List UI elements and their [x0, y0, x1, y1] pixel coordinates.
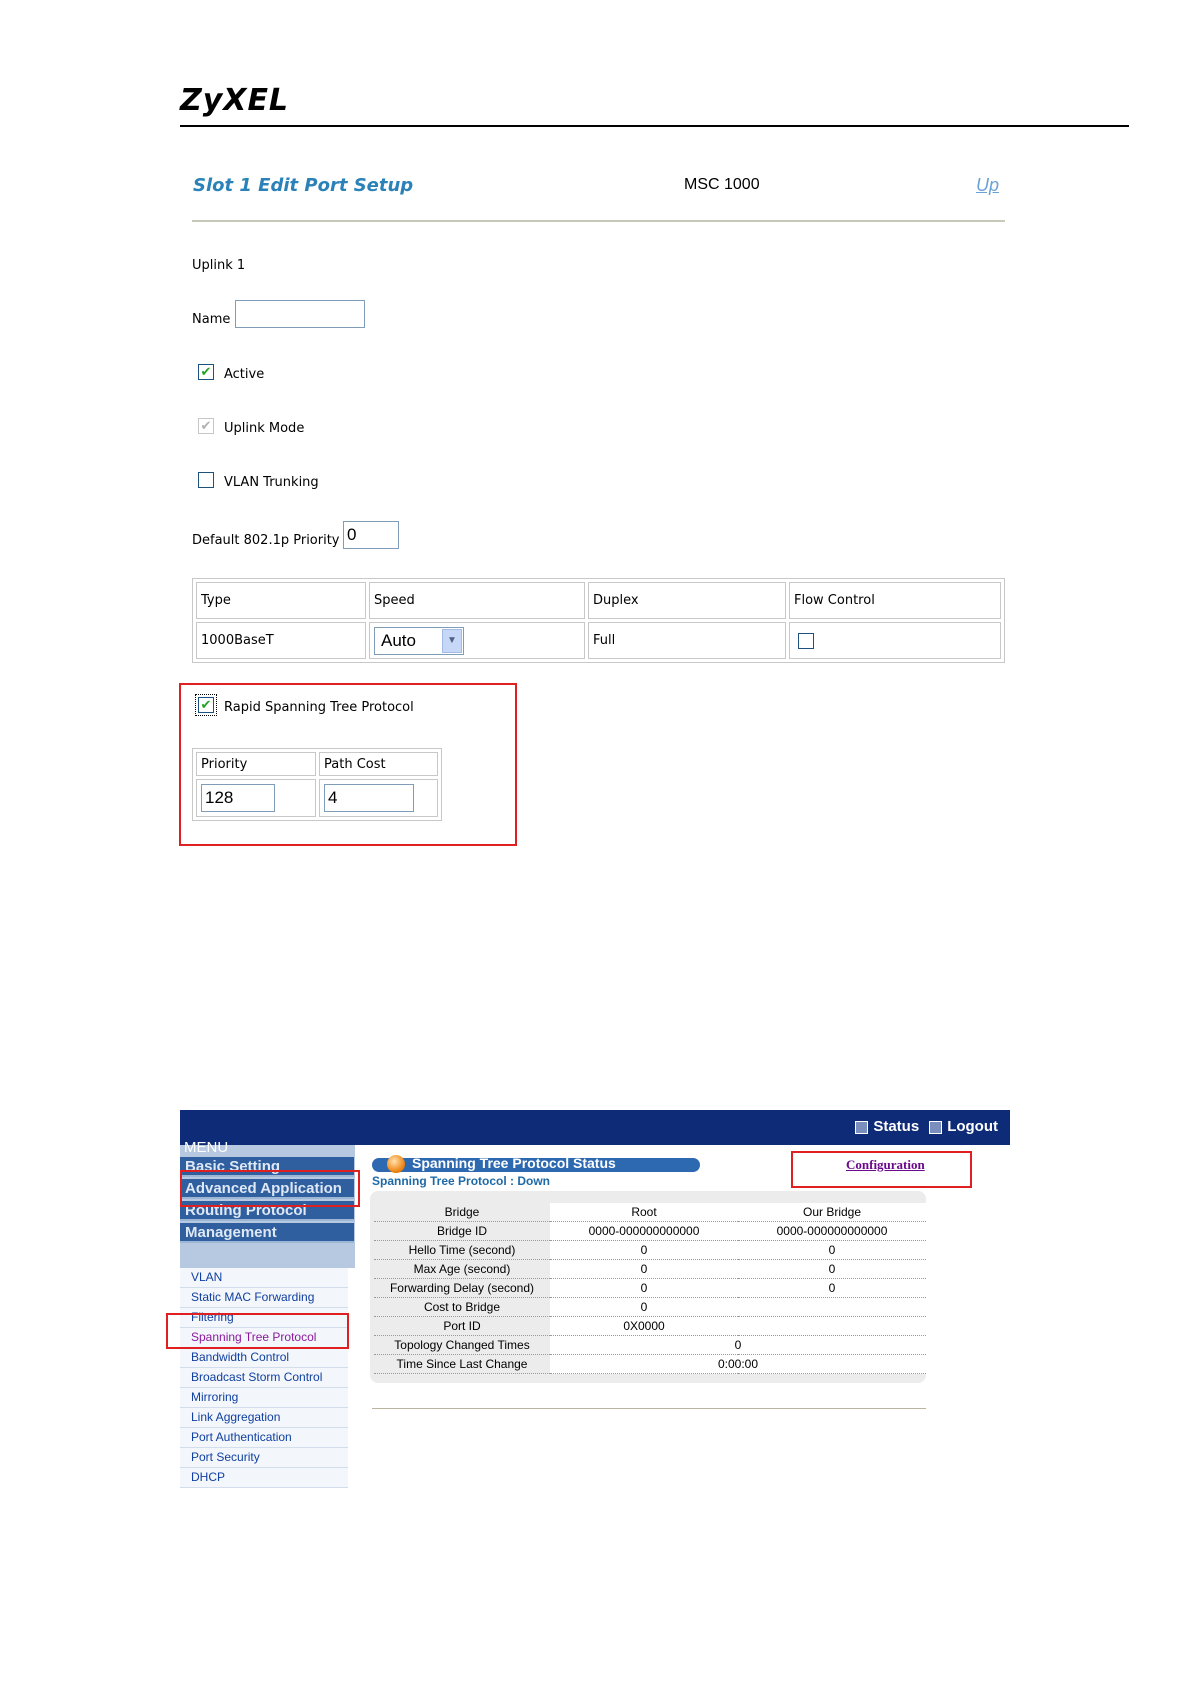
vlan-trunking-label: VLAN Trunking: [224, 475, 319, 490]
submenu-dhcp[interactable]: DHCP: [180, 1468, 348, 1488]
check-icon: ✔: [200, 697, 212, 713]
our-bridge-value: [738, 1298, 926, 1317]
submenu-static-mac[interactable]: Static MAC Forwarding: [180, 1288, 348, 1308]
status-icon: [855, 1121, 868, 1134]
speed-select[interactable]: [374, 627, 464, 655]
our-bridge-value: 0: [738, 1279, 926, 1298]
logout-link[interactable]: [929, 1118, 998, 1135]
rstp-priority-cell: [196, 779, 316, 817]
menu-item-routing-protocol[interactable]: Routing Protocol: [180, 1201, 354, 1221]
top-nav-bar: [180, 1110, 1010, 1145]
stp-state: Spanning Tree Protocol : Down: [372, 1174, 551, 1188]
table-row: [374, 1222, 926, 1241]
root-value: 0: [550, 1241, 738, 1260]
up-link[interactable]: Up: [976, 175, 1000, 195]
root-value: 0: [550, 1279, 738, 1298]
rstp-label: Rapid Spanning Tree Protocol: [224, 700, 414, 715]
logout-icon: [929, 1121, 942, 1134]
row-label: Port ID: [374, 1317, 550, 1336]
active-checkbox[interactable]: [198, 364, 214, 380]
table-row: [374, 1336, 926, 1355]
speed-value: Auto: [381, 630, 416, 650]
flow-control-checkbox[interactable]: [798, 633, 814, 649]
rstp-table: [192, 748, 442, 821]
submenu-mirroring[interactable]: Mirroring: [180, 1388, 348, 1408]
submenu-spanning-tree[interactable]: Spanning Tree Protocol: [180, 1328, 348, 1348]
name-input[interactable]: [235, 300, 365, 328]
rstp-path-cost-header: Path Cost: [319, 752, 438, 776]
table-header-row: [196, 582, 1001, 619]
title-divider: [192, 220, 1005, 222]
root-value: 0X0000: [550, 1317, 738, 1336]
submenu-filtering[interactable]: Filtering: [180, 1308, 348, 1328]
rstp-path-cost-cell: [319, 779, 438, 817]
rstp-checkbox[interactable]: [198, 697, 214, 713]
spanning-tree-highlight-box: [166, 1313, 349, 1349]
rstp-priority-header: Priority: [196, 752, 316, 776]
flow-control-header: Flow Control: [789, 582, 1001, 619]
table-header-row: [374, 1203, 926, 1222]
type-cell: 1000BaseT: [196, 622, 366, 659]
speed-header: Speed: [369, 582, 585, 619]
menu-item-management[interactable]: Management: [180, 1223, 354, 1243]
menu-item-basic-setting[interactable]: Basic Setting: [180, 1157, 354, 1177]
name-label: Name: [192, 312, 231, 327]
status-title: Spanning Tree Protocol Status: [412, 1155, 616, 1171]
check-icon: ✔: [200, 364, 212, 380]
bridge-header: Bridge: [374, 1203, 550, 1222]
table-row: [374, 1317, 926, 1336]
table-row: [374, 1260, 926, 1279]
stp-status-table: [374, 1203, 926, 1374]
our-bridge-value: 0: [738, 1260, 926, 1279]
root-value: 0: [550, 1298, 738, 1317]
submenu-port-authentication[interactable]: Port Authentication: [180, 1428, 348, 1448]
status-label: Status: [873, 1118, 920, 1135]
active-label: Active: [224, 367, 265, 382]
logout-label: Logout: [947, 1118, 998, 1135]
type-header: Type: [196, 582, 366, 619]
our-bridge-value: 0000-000000000000: [738, 1222, 926, 1241]
status-link[interactable]: [855, 1118, 919, 1135]
menu-item-advanced-application[interactable]: Advanced Application: [180, 1179, 354, 1199]
priority-input[interactable]: [343, 521, 399, 549]
row-label: Cost to Bridge: [374, 1298, 550, 1317]
configuration-highlight-box: [791, 1151, 972, 1188]
top-nav-links: [855, 1118, 998, 1135]
advanced-app-highlight-box: [180, 1170, 360, 1207]
table-row: [374, 1355, 926, 1374]
speed-cell: [369, 622, 585, 659]
configuration-link[interactable]: Configuration: [846, 1157, 925, 1172]
row-label: Bridge ID: [374, 1222, 550, 1241]
row-label: Topology Changed Times: [374, 1336, 550, 1355]
page-title: Slot 1 Edit Port Setup: [193, 175, 414, 196]
shared-value: 0:00:00: [550, 1355, 926, 1374]
rstp-header-row: [196, 752, 438, 776]
root-value: 0000-000000000000: [550, 1222, 738, 1241]
submenu-port-security[interactable]: Port Security: [180, 1448, 348, 1468]
header-divider: [180, 125, 1129, 127]
chevron-down-icon: ▼: [442, 629, 462, 653]
table-row: [196, 622, 1001, 659]
port-type-table: [192, 578, 1005, 663]
root-value: 0: [550, 1260, 738, 1279]
row-label: Forwarding Delay (second): [374, 1279, 550, 1298]
vlan-trunking-checkbox[interactable]: [198, 472, 214, 488]
check-icon: ✔: [200, 418, 212, 434]
model-label: MSC 1000: [684, 176, 760, 193]
flow-control-cell: [789, 622, 1001, 659]
submenu-vlan[interactable]: VLAN: [180, 1268, 348, 1288]
submenu-bandwidth[interactable]: Bandwidth Control: [180, 1348, 348, 1368]
orb-icon: [387, 1155, 405, 1173]
shared-value: 0: [550, 1336, 926, 1355]
our-bridge-value: 0: [738, 1241, 926, 1260]
port-name-label: Uplink 1: [192, 258, 246, 273]
table-row: [374, 1279, 926, 1298]
menu-label: MENU: [184, 1139, 229, 1156]
rstp-path-cost-input[interactable]: [324, 784, 414, 812]
our-bridge-value: [738, 1317, 926, 1336]
row-label: Max Age (second): [374, 1260, 550, 1279]
uplink-mode-checkbox[interactable]: [198, 418, 214, 434]
uplink-mode-label: Uplink Mode: [224, 421, 305, 436]
bottom-divider: [372, 1408, 926, 1409]
rstp-row: [196, 779, 438, 817]
our-bridge-header: Our Bridge: [738, 1203, 926, 1222]
table-row: [374, 1298, 926, 1317]
zyxel-logo: ZyXEL: [180, 83, 290, 118]
table-row: [374, 1241, 926, 1260]
priority-label: Default 802.1p Priority: [192, 533, 340, 548]
root-header: Root: [550, 1203, 738, 1222]
row-label: Hello Time (second): [374, 1241, 550, 1260]
rstp-priority-input[interactable]: [201, 784, 275, 812]
row-label: Time Since Last Change: [374, 1355, 550, 1374]
duplex-header: Duplex: [588, 582, 786, 619]
submenu-list: [180, 1268, 348, 1488]
submenu-link-aggregation[interactable]: Link Aggregation: [180, 1408, 348, 1428]
duplex-cell: Full: [588, 622, 786, 659]
submenu-broadcast-storm[interactable]: Broadcast Storm Control: [180, 1368, 348, 1388]
